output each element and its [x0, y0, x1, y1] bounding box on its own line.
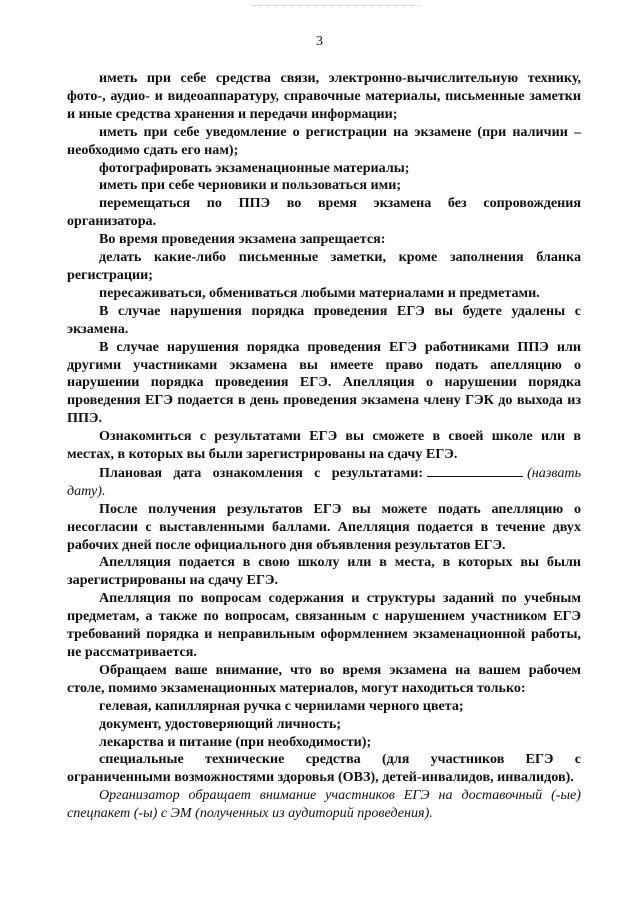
paragraph-desk-item-tech: специальные технические средства (для участников ЕГЭ с ограниченными возможностями здоровья (ОВЗ), детей-инвалидов, инвалидов).	[67, 751, 581, 786]
paragraph-prohibit-drafts: иметь при себе черновики и пользоваться ими;	[99, 177, 402, 194]
paragraph-prohibit-exchange: пересаживаться, обмениваться любыми материалами и предметами.	[99, 284, 540, 301]
results-date-blank	[427, 464, 523, 477]
paragraph-results-location: Ознакомиться с результатами ЕГЭ вы сможете в своей школе или в местах, в которых вы были зарегистрированы на сдачу ЕГЭ.	[67, 428, 581, 463]
paragraph-desk-item-id: документ, удостоверяющий личность;	[99, 715, 342, 732]
paragraph-results-date	[67, 464, 581, 501]
paragraph-desk-items-intro: Обращаем ваше внимание, что во время экзамена на вашем рабочем столе, помимо экзаменационных материалов, могут находиться только:	[67, 661, 581, 696]
paragraph-prohibit-moving: перемещаться по ППЭ во время экзамена без сопровождения организатора.	[67, 195, 581, 230]
paragraph-violation-appeal: В случае нарушения порядка проведения ЕГЭ работниками ППЭ или другими участниками экзамена вы имеете право подать апелляцию о нарушении порядка проведения ЕГЭ. Апелляция о нарушении порядка проведения ЕГЭ подается в день проведения экзамена члену ГЭК до выхода из ППЭ.	[67, 338, 581, 427]
paragraph-during-exam-heading: Во время проведения экзамена запрещается:	[99, 231, 386, 248]
paragraph-appeal-where: Апелляция подается в свою школу или в места, в которых вы были зарегистрированы на сдачу ЕГЭ.	[67, 554, 581, 589]
paragraph-violation-removal: В случае нарушения порядка проведения ЕГЭ вы будете удалены с экзамена.	[67, 302, 581, 337]
paragraph-desk-item-medicine: лекарства и питание (при необходимости);	[99, 733, 372, 750]
paragraph-prohibit-notes: делать какие-либо письменные заметки, кроме заполнения бланка регистрации;	[67, 249, 581, 283]
results-date-note: (назвать дату).	[67, 464, 581, 499]
paragraph-desk-item-pen: гелевая, капиллярная ручка с чернилами черного цвета;	[99, 697, 464, 714]
paragraph-prohibit-notice: иметь при себе уведомление о регистрации на экзамене (при наличии – необходимо сдать его нам);	[67, 123, 581, 158]
paragraph-organizer-note: Организатор обращает внимание участников ЕГЭ на доставочный (-ые) спецпакет (-ы) с ЭМ (полученных из аудиторий проведения).	[67, 787, 581, 822]
top-divider	[252, 5, 420, 6]
results-date-label: Плановая дата ознакомления с результатами:	[99, 464, 424, 481]
paragraph-prohibit-photo: фотографировать экзаменационные материалы;	[99, 159, 410, 176]
paragraph-appeal-not-considered: Апелляция по вопросам содержания и структуры заданий по учебным предметам, а также по вопросам, связанным с нарушением участником ЕГЭ требований порядка и неправильным оформлением экзаменационной работы, не рассматривается.	[67, 590, 581, 660]
page-number: 3	[316, 34, 323, 49]
document-body	[67, 70, 581, 823]
paragraph-prohibit-devices: иметь при себе средства связи, электронно-вычислительную технику, фото-, аудио- и видеоаппаратуру, справочные материалы, письменные заметки и иные средства хранения и передачи информации;	[67, 70, 581, 122]
paragraph-appeal-scores: После получения результатов ЕГЭ вы можете подать апелляцию о несогласии с выставленными баллами. Апелляция подается в течение двух рабочих дней после официального дня объявления результатов ЕГЭ.	[67, 500, 581, 553]
